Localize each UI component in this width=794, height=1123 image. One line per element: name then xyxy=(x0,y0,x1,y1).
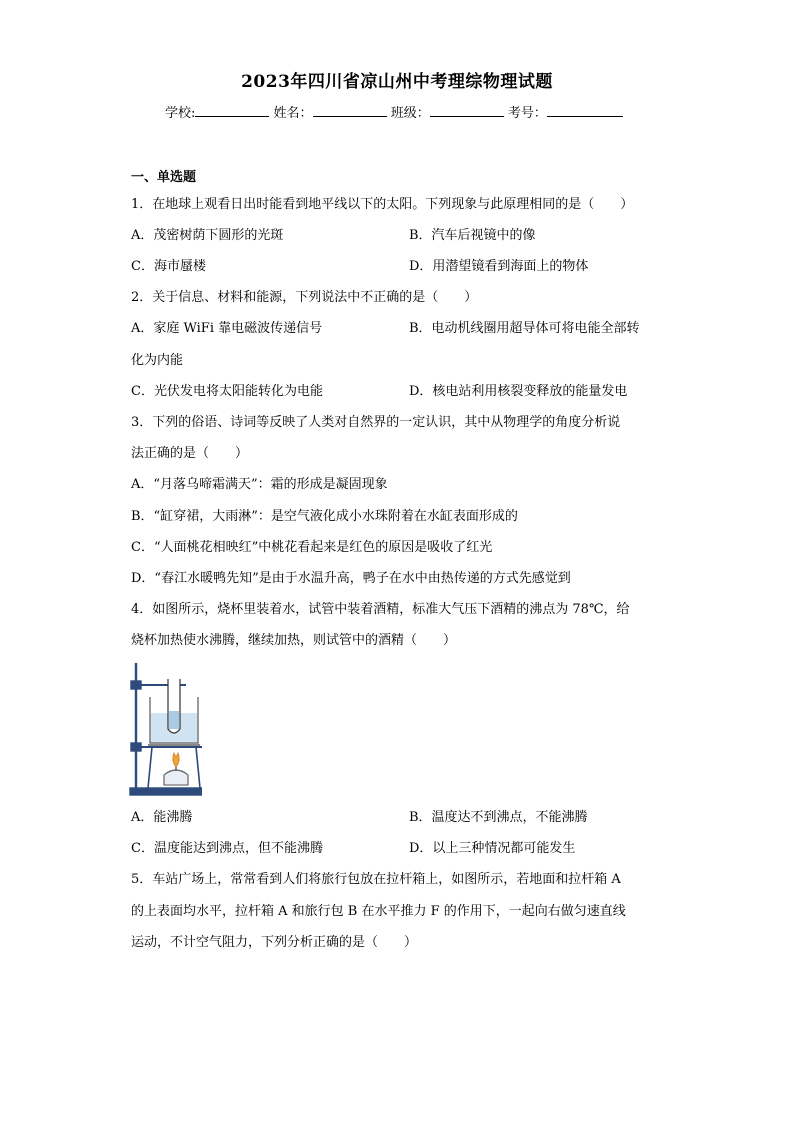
class-label: 班级： xyxy=(390,106,430,121)
q3-option-d: D．“春江水暖鸭先知”是由于水温升高，鸭子在水中由热传递的方式先感觉到 xyxy=(131,571,571,586)
question-3-stem-line-1: 3．下列的俗语、诗词等反映了人类对自然界的一定认识，其中从物理学的角度分析说 xyxy=(131,415,621,430)
q2-option-c: C．光伏发电将太阳能转化为电能 xyxy=(131,384,323,399)
name-label: 姓名： xyxy=(273,106,313,121)
exam-no-label: 考号： xyxy=(507,106,547,121)
q1-option-b: B．汽车后视镜中的像 xyxy=(409,228,536,243)
question-5-stem-line-2: 的上表面均水平，拉杆箱 A 和旅行包 B 在水平推力 F 的作用下，一起向右做匀速直线 xyxy=(131,904,626,919)
question-3-stem-line-2: 法正确的是（ ） xyxy=(131,446,249,461)
boiling-apparatus-figure xyxy=(128,655,202,798)
question-1-stem: 1．在地球上观看日出时能看到地平线以下的太阳。下列现象与此原理相同的是（ ） xyxy=(131,197,634,212)
question-5-stem-line-3: 运动，不计空气阻力，下列分析正确的是（ ） xyxy=(131,935,418,950)
name-blank[interactable] xyxy=(313,103,387,117)
ring-boss xyxy=(131,743,141,751)
q3-option-b: B．“缸穿裙，大雨淋”：是空气液化成小水珠附着在水缸表面形成的 xyxy=(131,509,518,524)
test-tube-alcohol xyxy=(169,711,179,729)
q1-option-a: A．茂密树荫下圆形的光斑 xyxy=(131,228,284,243)
tripod-leg-left xyxy=(148,747,152,788)
student-info-line xyxy=(165,102,623,121)
exam-no-blank[interactable] xyxy=(547,103,623,117)
q4-option-b: B．温度达不到沸点，不能沸腾 xyxy=(409,810,588,825)
alcohol-lamp xyxy=(164,770,188,785)
clamp-boss xyxy=(131,681,141,689)
q4-option-a: A．能沸腾 xyxy=(131,810,193,825)
school-label: 学校: xyxy=(165,106,196,121)
q4-option-c: C．温度能达到沸点，但不能沸腾 xyxy=(131,841,323,856)
q3-option-a: A．“月落乌啼霜满天”：霜的形成是凝固现象 xyxy=(131,477,388,492)
question-4-stem-line-2: 烧杯加热使水沸腾，继续加热，则试管中的酒精（ ） xyxy=(131,633,457,648)
q2-option-b-continued: 化为内能 xyxy=(131,353,184,368)
tripod-leg-right xyxy=(196,747,200,788)
class-blank[interactable] xyxy=(430,103,504,117)
q2-option-a: A．家庭 WiFi 靠电磁波传递信号 xyxy=(131,321,323,336)
flame xyxy=(173,753,179,767)
stand-base xyxy=(130,788,202,795)
school-blank[interactable] xyxy=(195,103,269,117)
q1-option-c: C．海市蜃楼 xyxy=(131,259,206,274)
page-title: 2023年四川省凉山州中考理综物理试题 xyxy=(241,72,553,92)
question-5-stem-line-1: 5．车站广场上，常常看到人们将旅行包放在拉杆箱上，如图所示，若地面和拉杆箱 A xyxy=(131,872,621,887)
q4-option-d: D．以上三种情况都可能发生 xyxy=(409,841,576,856)
q1-option-d: D．用潜望镜看到海面上的物体 xyxy=(409,259,589,274)
section-heading: 一、单选题 xyxy=(131,170,197,185)
q2-option-b: B．电动机线圈用超导体可将电能全部转 xyxy=(409,321,640,336)
q2-option-d: D．核电站利用核裂变释放的能量发电 xyxy=(409,384,628,399)
question-4-stem-line-1: 4．如图所示，烧杯里装着水，试管中装着酒精，标准大气压下酒精的沸点为 78℃，给 xyxy=(131,602,630,617)
question-2-stem: 2．关于信息、材料和能源，下列说法中不正确的是（ ） xyxy=(131,290,478,305)
q3-option-c: C．“人面桃花相映红”中桃花看起来是红色的原因是吸收了红光 xyxy=(131,540,493,555)
